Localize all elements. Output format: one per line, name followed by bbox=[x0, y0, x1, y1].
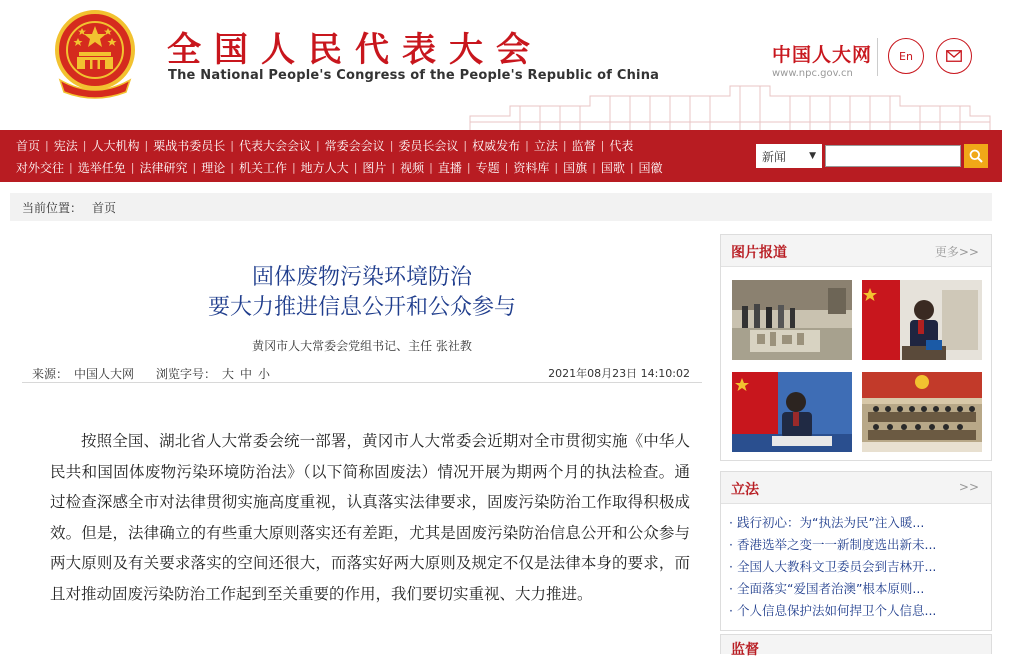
nav-item-row2-4[interactable]: 机关工作 bbox=[238, 161, 287, 175]
nav-item-row1-8[interactable]: 立法 bbox=[533, 139, 558, 153]
supervision-panel bbox=[720, 634, 992, 658]
nav-separator: | bbox=[600, 139, 605, 152]
site-search bbox=[756, 144, 988, 168]
nav-separator: | bbox=[353, 161, 358, 174]
search-button[interactable] bbox=[964, 144, 988, 168]
bullet-icon: · bbox=[729, 603, 733, 618]
legislation-panel bbox=[720, 471, 992, 631]
english-version-button[interactable] bbox=[888, 38, 924, 74]
legislation-list bbox=[721, 512, 991, 622]
search-input[interactable] bbox=[825, 145, 961, 167]
nav-item-row2-3[interactable]: 理论 bbox=[201, 161, 226, 175]
nav-separator: | bbox=[525, 139, 529, 152]
national-emblem-icon bbox=[52, 8, 138, 98]
font-size-small[interactable]: 小 bbox=[258, 367, 271, 381]
exhibition-photo-icon bbox=[732, 280, 852, 360]
nav-item-row1-9[interactable]: 监督 bbox=[571, 139, 596, 153]
nav-item-row2-9[interactable]: 专题 bbox=[475, 161, 500, 175]
nav-separator: | bbox=[504, 161, 509, 174]
article-datetime: 2021年08月23日 14:10:02 bbox=[548, 367, 690, 380]
nav-separator: | bbox=[391, 161, 396, 174]
photo-report-more-link[interactable]: 更多>> bbox=[934, 245, 979, 259]
search-category-value: 新闻 bbox=[762, 149, 787, 164]
legislation-more-link[interactable]: >> bbox=[958, 480, 979, 494]
npc-logo-url: www.npc.gov.cn bbox=[772, 68, 853, 79]
nav-item-row2-13[interactable]: 国徽 bbox=[638, 161, 663, 175]
nav-item-row2-1[interactable]: 选举任免 bbox=[77, 161, 126, 175]
site-title-en: The National People's Congress of the People's Republic of China bbox=[168, 68, 660, 83]
nav-item-row2-6[interactable]: 图片 bbox=[362, 161, 387, 175]
nav-item-row2-2[interactable]: 法律研究 bbox=[139, 161, 188, 175]
photo-thumbnail-1[interactable] bbox=[732, 280, 852, 360]
search-icon bbox=[969, 149, 983, 163]
nav-separator: | bbox=[389, 139, 394, 152]
photo-thumbnail-3[interactable] bbox=[732, 372, 852, 452]
source-value: 中国人大网 bbox=[74, 367, 135, 381]
site-title-cn: 全国人民代表大会 bbox=[167, 30, 543, 70]
site-header bbox=[0, 0, 1012, 130]
legislation-item-text: 践行初心：为“执法为民”注入暖... bbox=[736, 515, 925, 530]
nav-item-row2-10[interactable]: 资料库 bbox=[513, 161, 550, 175]
video-meeting-photo-icon bbox=[862, 280, 982, 360]
header-divider bbox=[877, 38, 878, 76]
main-nav bbox=[0, 130, 1002, 182]
nav-item-row2-11[interactable]: 国旗 bbox=[563, 161, 588, 175]
photo-thumbnail-4[interactable] bbox=[862, 372, 982, 452]
nav-separator: | bbox=[82, 139, 87, 152]
legislation-list-item[interactable] bbox=[721, 578, 991, 600]
article-title-line-2: 要大力推进信息公开和公众参与 bbox=[207, 295, 516, 320]
nav-item-row2-12[interactable]: 国歌 bbox=[600, 161, 625, 175]
search-category-select[interactable] bbox=[756, 144, 822, 168]
nav-item-row1-10[interactable]: 代表 bbox=[609, 139, 634, 153]
nav-item-row1-2[interactable]: 人大机构 bbox=[91, 139, 140, 153]
nav-separator: | bbox=[130, 161, 135, 174]
article-author: 黄冈市人大常委会党组书记、主任 张社教 bbox=[252, 339, 472, 353]
photo-report-panel bbox=[720, 234, 992, 461]
font-size-label: 浏览字号： bbox=[156, 367, 217, 381]
legislation-list-item[interactable] bbox=[721, 600, 991, 622]
nav-separator: | bbox=[463, 139, 468, 152]
nav-separator: | bbox=[291, 161, 296, 174]
nav-separator: | bbox=[629, 161, 634, 174]
nav-separator: | bbox=[429, 161, 433, 174]
nav-separator: | bbox=[466, 161, 471, 174]
nav-item-row2-7[interactable]: 视频 bbox=[400, 161, 425, 175]
legislation-list-item[interactable] bbox=[721, 534, 991, 556]
supervision-title: 监督 bbox=[731, 642, 759, 658]
legislation-item-text: 香港选举之变一一新制度选出新未... bbox=[736, 537, 937, 552]
article-body-paragraph: 按照全国、湖北省人大常委会统一部署，黄冈市人大常委会近期对全市贯彻实施《中华人民共和国固体废物污染环境防治法》（以下简称固废法）情况开展为期两个月的执法检查。通过检查深感全市对法律贯彻实施高度重视，认真落实法律要求，固废污染防治工作取得积极成效。但是，法律确立的有些重大原则落实还有差距，尤其是固废污染防治信息公开和公众参与两大原则及有关要求落实的空间还很大，而落实好两大原则及规定不仅是法律本身的要求，而且对推动固废污染防治工作起到至关重要的作用，我们要切实重视、大力推进。 bbox=[50, 432, 690, 603]
mail-button[interactable] bbox=[936, 38, 972, 74]
legislation-list-item[interactable] bbox=[721, 556, 991, 578]
nav-separator: | bbox=[45, 139, 49, 152]
nav-separator: | bbox=[192, 161, 197, 174]
legislation-list-item[interactable] bbox=[721, 512, 991, 534]
nav-item-row1-3[interactable]: 栗战书委员长 bbox=[153, 139, 226, 153]
breadcrumb bbox=[10, 193, 992, 221]
nav-row-1 bbox=[16, 137, 633, 154]
bullet-icon: · bbox=[729, 581, 733, 596]
bullet-icon: · bbox=[729, 515, 733, 530]
legislation-item-text: 全国人大教科文卫委员会到吉林开... bbox=[736, 559, 937, 574]
bullet-icon: · bbox=[729, 537, 733, 552]
legislation-title: 立法 bbox=[731, 482, 759, 498]
font-size-large[interactable]: 大 bbox=[222, 367, 235, 381]
nav-item-row1-5[interactable]: 常委会会议 bbox=[324, 139, 385, 153]
article-meta bbox=[22, 361, 702, 383]
breadcrumb-home-link[interactable]: 首页 bbox=[92, 200, 117, 215]
nav-item-row1-6[interactable]: 委员长会议 bbox=[398, 139, 459, 153]
select-arrow-icon: ▼ bbox=[809, 151, 816, 161]
legislation-item-text: 全面落实“爱国者治澳”根本原则... bbox=[736, 581, 925, 596]
npc-logo-text: 中国人大网 bbox=[772, 44, 873, 66]
breadcrumb-label: 当前位置： bbox=[22, 200, 83, 215]
nav-item-row2-5[interactable]: 地方人大 bbox=[300, 161, 349, 175]
nav-item-row1-7[interactable]: 权威发布 bbox=[472, 139, 521, 153]
nav-item-row1-0[interactable]: 首页 bbox=[16, 139, 41, 153]
nav-separator: | bbox=[554, 161, 559, 174]
nav-separator: | bbox=[592, 161, 596, 174]
legislation-item-text: 个人信息保护法如何捍卫个人信息... bbox=[736, 603, 937, 618]
nav-row-2 bbox=[16, 159, 663, 176]
english-version-label: En bbox=[899, 49, 913, 63]
photo-thumbnail-2[interactable] bbox=[862, 280, 982, 360]
photo-report-title: 图片报道 bbox=[731, 245, 787, 261]
conference-hall-photo-icon bbox=[862, 372, 982, 452]
source-label: 来源： bbox=[32, 367, 69, 381]
nav-separator: | bbox=[144, 139, 149, 152]
article-title bbox=[22, 263, 702, 323]
nav-item-row1-1[interactable]: 宪法 bbox=[53, 139, 78, 153]
font-size-controls bbox=[156, 365, 270, 382]
video-conference-photo-icon bbox=[732, 372, 852, 452]
great-hall-skyline bbox=[470, 76, 990, 130]
legislation-header bbox=[721, 472, 991, 504]
nav-item-row1-4[interactable]: 代表大会会议 bbox=[238, 139, 311, 153]
article bbox=[22, 236, 702, 603]
font-size-medium[interactable]: 中 bbox=[240, 367, 253, 381]
bullet-icon: · bbox=[729, 559, 733, 574]
article-title-line-1: 固体废物污染环境防治 bbox=[251, 265, 472, 290]
nav-separator: | bbox=[315, 139, 320, 152]
envelope-icon bbox=[946, 50, 962, 62]
article-source bbox=[32, 365, 134, 382]
nav-separator: | bbox=[562, 139, 567, 152]
nav-item-row2-0[interactable]: 对外交往 bbox=[16, 161, 65, 175]
npc-logo[interactable] bbox=[772, 40, 873, 79]
photo-report-header bbox=[721, 235, 991, 267]
nav-item-row2-8[interactable]: 直播 bbox=[437, 161, 462, 175]
nav-separator: | bbox=[69, 161, 73, 174]
nav-separator: | bbox=[230, 161, 234, 174]
nav-separator: | bbox=[230, 139, 234, 152]
